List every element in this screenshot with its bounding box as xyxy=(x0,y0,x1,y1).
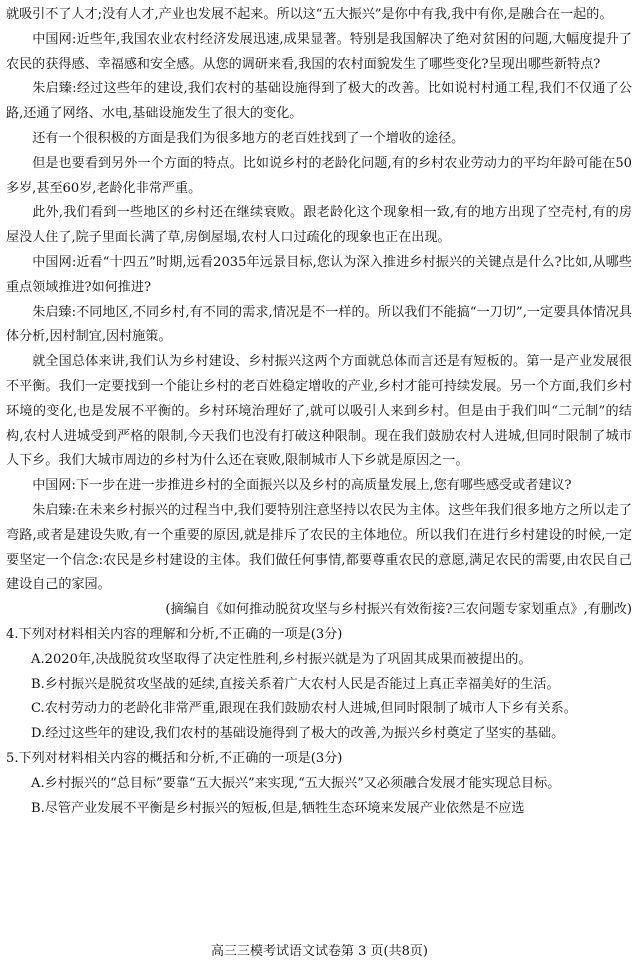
passage-paragraph: 中国网:近看“十四五”时期,远看2035年远景目标,您认为深入推进乡村振兴的关键点是什么?比如,从哪些重点领域推进?如何推进? xyxy=(6,254,632,295)
question-stem: 4.下列对材料相关内容的理解和分析,不正确的一项是(3分) xyxy=(6,626,343,642)
passage-paragraph: 朱启臻:不同地区,不同乡村,有不同的需求,情况是不一样的。所以我们不能搞“一刀切”,一定要具体情况具体分析,因村制宜,因村施策。 xyxy=(6,304,632,345)
passage-paragraph: 就吸引不了人才;没有人才,产业也发展不起来。所以这“五大振兴”是你中有我,我中有你,是融合在一起的。 xyxy=(6,7,613,22)
question-4 xyxy=(6,623,632,747)
passage-paragraph: 中国网:近些年,我国农业农村经济发展迅速,成果显著。特别是我国解决了绝对贫困的问题,大幅度提升了农民的获得感、幸福感和安全感。从您的调研来看,我国的农村面貌发生了哪些变化?呈现出哪些新特点? xyxy=(6,31,632,72)
passage xyxy=(6,3,632,623)
option-a: A.2020年,决战脱贫攻坚取得了决定性胜利,乡村振兴就是为了巩固其成果而被提出的。 xyxy=(31,651,532,667)
exam-page xyxy=(6,3,632,821)
passage-paragraph: 朱启臻:经过这些年的建设,我们农村的基础设施得到了极大的改善。比如说村村通工程,我们不仅通了公路,还通了网络、水电,基础设施发生了很大的变化。 xyxy=(6,81,632,122)
passage-paragraph: 就全国总体来讲,我们认为乡村建设、乡村振兴这两个方面就总体而言还是有短板的。第一是产业发展很不平衡。我们一定要找到一个能让乡村的老百姓稳定增收的产业,乡村才能可持续发展。另一个方面,我们乡村环境的变化,也是发展不平衡的。乡村环境治理好了,就可以吸引人来到乡村。但是由于我们叫“二元制”的结构,农村人进城受到严格的限制,今天我们也没有打破这种限制。现在我们鼓励农村人进城,但同时限制了城市人下乡。我们大城市周边的乡村为什么还在衰败,限制城市人下乡就是原因之一。 xyxy=(6,354,632,469)
option-b: B.尽管产业发展不平衡是乡村振兴的短板,但是,牺牲生态环境来发展产业依然是不应选 xyxy=(31,800,525,816)
passage-paragraph: 但是也要看到另外一个方面的特点。比如说乡村的老龄化问题,有的乡村农业劳动力的平均年龄可能在50多岁,甚至60岁,老龄化非常严重。 xyxy=(6,155,632,196)
option-d: D.经过这些年的建设,我们农村的基础设施得到了极大的改善,为振兴乡村奠定了坚实的基础。 xyxy=(31,726,565,742)
option-c: C.农村劳动力的老龄化非常严重,跟现在我们鼓励农村人进城,但同时限制了城市人下乡有关系。 xyxy=(31,701,577,717)
passage-paragraph: 朱启臻:在未来乡村振兴的过程当中,我们要特别注意坚持以农民为主体。这些年我们很多地方之所以走了弯路,或者是建设失败,有一个重要的原因,就是排斥了农民的主体地位。所以我们在进行乡村建设的时候,一定要坚定一个信念:农民是乡村建设的主体。我们做任何事情,都要尊重农民的意愿,满足农民的需要,由农民自己建设自己的家园。 xyxy=(6,502,632,593)
option-b: B.乡村振兴是脱贫攻坚战的延续,直接关系着广大农村人民是否能过上真正幸福美好的生活。 xyxy=(31,676,560,692)
passage-paragraph: 中国网:下一步在进一步推进乡村的全面振兴以及乡村的高质量发展上,您有哪些感受或者建议? xyxy=(32,478,572,494)
passage-paragraph: 此外,我们看到一些地区的乡村还在继续衰败。跟老龄化这个现象相一致,有的地方出现了空壳村,有的房屋没人住了,院子里面长满了草,房倒屋塌,农村人口过疏化的现象也正在出现。 xyxy=(6,205,632,246)
passage-paragraph: 还有一个很积极的方面是我们为很多地方的老百姓找到了一个增收的途径。 xyxy=(32,130,465,146)
source-citation: (摘编自《如何推动脱贫攻坚与乡村振兴有效衔接?三农问题专家划重点》,有删改) xyxy=(165,602,632,618)
question-5 xyxy=(6,747,632,821)
page-footer: 高三三模考试语文试卷第 3 页(共8页) xyxy=(211,944,428,959)
option-a: A.乡村振兴的“总目标”要靠“五大振兴”来实现,“五大振兴”又必须融合发展才能实现总目标。 xyxy=(31,775,561,791)
question-stem: 5.下列对材料相关内容的概括和分析,不正确的一项是(3分) xyxy=(6,750,343,766)
